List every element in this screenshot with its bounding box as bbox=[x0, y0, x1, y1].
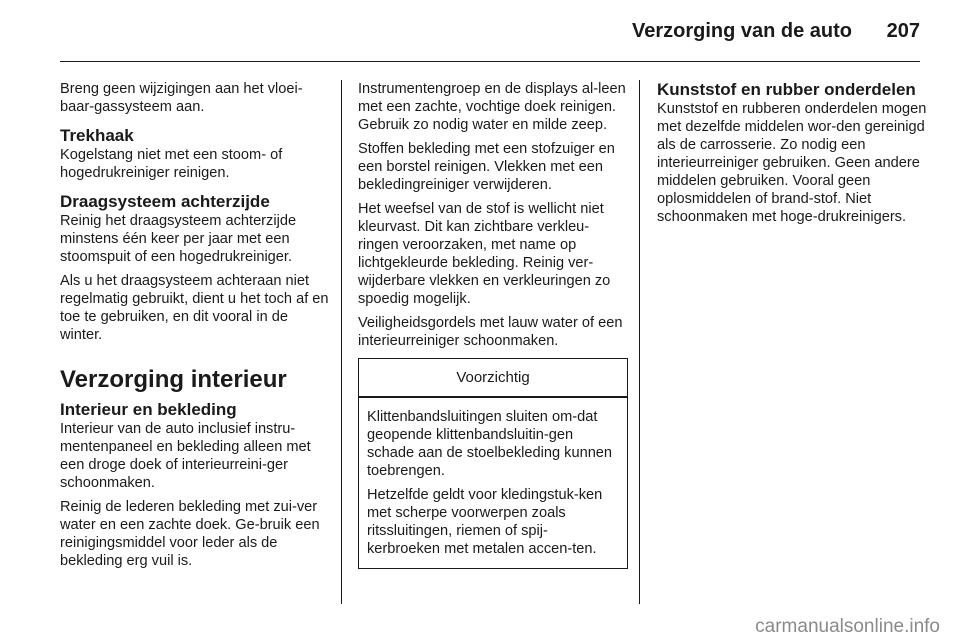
watermark: carmanualsonline.info bbox=[755, 616, 940, 637]
heading-draagsysteem: Draagsysteem achterzijde bbox=[60, 192, 270, 211]
caution-box bbox=[358, 358, 628, 569]
draagsysteem-text-1: Reinig het draagsysteem achterzijde minstens één keer per jaar met een stoomspuit of een hogedrukreiniger. bbox=[60, 213, 297, 265]
heading-interieur: Interieur en bekleding bbox=[60, 400, 237, 419]
draagsysteem-text-2: Als u het draagsysteem achteraan niet regelmatig gebruikt, dient u het toch af en toe te gebruiken, en dit vooral in de winter. bbox=[60, 273, 329, 343]
interieur-text-2: Reinig de lederen bekleding met zui-ver water en een zachte doek. Ge-bruik een reinigingsmiddel voor leder als de bekleding erg vuil is. bbox=[60, 499, 320, 569]
displays-text: Instrumentengroep en de displays al-leen met een zachte, vochtige doek reinigen. Gebruik zo nodig water en milde zeep. bbox=[358, 81, 626, 133]
stoffen-text: Stoffen bekleding met een stofzuiger en een borstel reinigen. Vlekken met een bekledingreiniger verwijderen. bbox=[358, 141, 615, 193]
caution-text-1: Klittenbandsluitingen sluiten om-dat geopende klittenbandsluitin-gen schade aan de stoelbekleding kunnen toebrengen. bbox=[367, 408, 613, 479]
interieur-text-1: Interieur van de auto inclusief instru-mentenpaneel en bekleding alleen met een droge doek of interieurreini-ger schoonmaken. bbox=[60, 421, 311, 491]
weefsel-text: Het weefsel van de stof is wellicht niet kleurvast. Dit kan zichtbare verkleu-ringen veroorzaken, met name op lichtgekleurde bekleding. Reinig ver-wijderbare vlekken en verkleuringen zo spoedig mogelijk. bbox=[358, 201, 611, 307]
page-number: 207 bbox=[886, 20, 920, 42]
gordels-text: Veiligheidsgordels met lauw water of een interieurreiniger schoonmaken. bbox=[358, 315, 623, 349]
section-heading: Verzorging interieur bbox=[60, 366, 287, 393]
column-divider-1 bbox=[341, 80, 342, 604]
column-middle bbox=[358, 80, 628, 569]
column-left bbox=[60, 80, 330, 576]
column-divider-2 bbox=[639, 80, 640, 604]
heading-kunststof: Kunststof en rubber onderdelen bbox=[657, 80, 916, 99]
caution-text-2: Hetzelfde geldt voor kledingstuk-ken met scherpe voorwerpen zoals ritssluitingen, riemen of spij-kerbroeken met metalen accen-ten. bbox=[367, 486, 603, 557]
chapter-title: Verzorging van de auto bbox=[631, 20, 852, 42]
intro-paragraph: Breng geen wijzigingen aan het vloei-baar-gassysteem aan. bbox=[60, 81, 303, 115]
page-header bbox=[60, 0, 920, 62]
header-rule bbox=[60, 61, 920, 62]
heading-trekhaak: Trekhaak bbox=[60, 126, 134, 145]
column-right bbox=[657, 80, 927, 232]
trekhaak-text: Kogelstang niet met een stoom- of hogedrukreiniger reinigen. bbox=[60, 147, 283, 181]
caution-title: Voorzichtig bbox=[456, 369, 530, 386]
caution-body bbox=[359, 398, 627, 568]
kunststof-text: Kunststof en rubberen onderdelen mogen met dezelfde middelen wor-den gereinigd als de carrosserie. Zo nodig een interieurreiniger gebruiken. Geen andere middelen gebruiken. Vooral geen oplosmiddelen of brand-stof. Niet schoonmaken met hoge-drukreinigers. bbox=[657, 101, 927, 225]
